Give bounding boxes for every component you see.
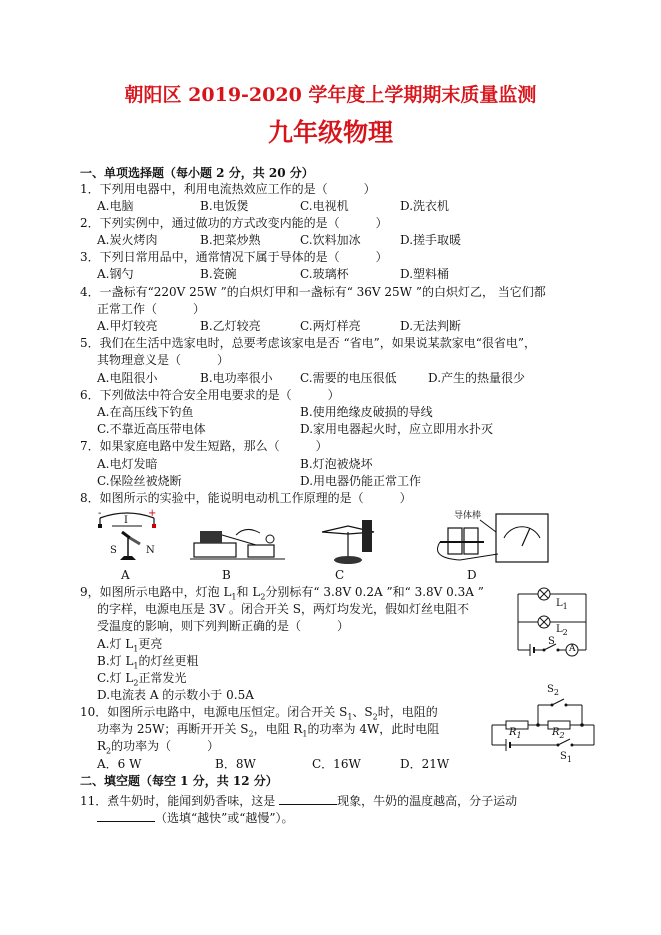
exam-title: 朝阳区 2019-2020 学年度上学期期末质量监测 bbox=[124, 84, 537, 106]
figure-9-circuit bbox=[512, 584, 592, 660]
q10-option-b: B．8W bbox=[215, 757, 256, 771]
q3-option-d: D.塑料桶 bbox=[400, 267, 450, 281]
q5-option-d: D.产生的热量很少 bbox=[428, 371, 526, 385]
fig8-s-label: S bbox=[110, 545, 117, 556]
fig8-current-label: I bbox=[124, 515, 128, 526]
q9-option-c: C.灯 $L_2$正常发光 bbox=[97, 671, 187, 688]
q4-stem-cont: 正常工作（ ） bbox=[97, 302, 206, 316]
fig9-a-label: A bbox=[569, 644, 576, 654]
q9-option-a: A.灯 $L_1$更亮 bbox=[97, 637, 163, 654]
q3-option-b: B.瓷碗 bbox=[200, 267, 237, 281]
q9-stem-line3: 受温度的影响，则下列判断正确的是（ ） bbox=[97, 619, 350, 633]
q7-option-b: B.灯泡被烧坏 bbox=[300, 457, 373, 471]
q11-blank-2[interactable] bbox=[97, 809, 155, 822]
fig8-label-c: C bbox=[335, 568, 345, 582]
q4-option-b: B.乙灯较亮 bbox=[200, 319, 261, 333]
q6-option-c: C.不靠近高压带电体 bbox=[97, 422, 206, 436]
q10-line2: 功率为 25W；再断开开关 $S_2$，电阻 $R_1$的功率为 4W，此时电阻 bbox=[97, 722, 440, 739]
q10-option-a: A．6 W bbox=[97, 757, 142, 771]
q1-stem: 1．下列用电器中，利用电流热效应工作的是（ ） bbox=[80, 182, 376, 196]
figure-8c bbox=[318, 518, 378, 566]
q10-line1: 10．如图所示电路中，电源电压恒定。闭合开关 $S_1$、$S_2$时，电阻的 bbox=[80, 705, 438, 722]
q1-option-a: A.电脑 bbox=[97, 199, 134, 213]
q8-stem: 8．如图所示的实验中，能说明电动机工作原理的是（ ） bbox=[80, 491, 412, 505]
fig8-plus-label: + bbox=[148, 508, 157, 519]
fig9-l2-label: $L_2$ bbox=[556, 624, 568, 637]
fig8-label-a: A bbox=[121, 568, 130, 582]
q4-option-c: C.两灯样亮 bbox=[300, 319, 361, 333]
fig8-label-d: D bbox=[467, 568, 477, 582]
q5-option-b: B.电功率很小 bbox=[200, 371, 273, 385]
fig10-s1-label: $S_1$ bbox=[560, 751, 572, 764]
q5-stem-cont: 其物理意义是（ ） bbox=[97, 353, 230, 367]
q11-line1: 11．煮牛奶时，能闻到奶香味，这是 现象，牛奶的温度越高，分子运动 bbox=[80, 794, 518, 808]
q5-option-c: C.需要的电压很低 bbox=[300, 371, 397, 385]
q7-option-c: C.保险丝被烧断 bbox=[97, 474, 182, 488]
figure-10-circuit bbox=[488, 697, 598, 757]
fig8-minus-label: - bbox=[98, 508, 102, 519]
q9-option-d: D.电流表 A 的示数小于 0.5A bbox=[97, 688, 254, 702]
q3-option-a: A.钢勺 bbox=[97, 267, 134, 281]
q1-option-c: C.电视机 bbox=[300, 199, 349, 213]
q4-option-d: D.无法判断 bbox=[400, 319, 462, 333]
q1-option-b: B.电饭煲 bbox=[200, 199, 249, 213]
q5-stem: 5．我们在生活中选家电时，总要考虑该家电是否 “省电”，如果说某款家电“很省电”， bbox=[80, 336, 536, 350]
q9-stem-line2: 的字样，电源电压是 3V 。闭合开关 S，两灯均发光，假如灯丝电阻不 bbox=[97, 602, 469, 616]
q9-option-b: B.灯 $L_1$的灯丝更粗 bbox=[97, 654, 199, 671]
q9-stem: 9，如图所示电路中，灯泡 $L_1$和 $L_2$分别标有“ 3.8V 0.2A ”和“ 3.8V 0.3A ” bbox=[80, 585, 484, 602]
q7-option-d: D.用电器仍能正常工作 bbox=[300, 474, 422, 488]
q6-option-b: B.使用绝缘皮破损的导线 bbox=[300, 405, 433, 419]
q11-blank-1[interactable] bbox=[279, 792, 337, 805]
q6-option-d: D.家用电器起火时，应立即用水扑灭 bbox=[300, 422, 494, 436]
q7-option-a: A.电灯发暗 bbox=[97, 457, 158, 471]
q7-stem: 7．如果家庭电路中发生短路，那么（ ） bbox=[80, 439, 328, 453]
q3-stem: 3．下列日常用品中，通常情况下属于导体的是（ ） bbox=[80, 250, 388, 264]
q10-option-c: C．16W bbox=[312, 757, 361, 771]
q11-line2: （选填“越快”或“越慢”）。 bbox=[97, 809, 294, 825]
q2-option-c: C.饮料加冰 bbox=[300, 233, 361, 247]
q3-option-c: C.玻璃杯 bbox=[300, 267, 349, 281]
fig10-r2-label: $R_2$ bbox=[552, 727, 565, 740]
q6-stem: 6．下列做法中符合安全用电要求的是（ ） bbox=[80, 388, 340, 402]
fig8-label-b: B bbox=[222, 568, 231, 582]
fig9-s-label: S bbox=[548, 636, 555, 647]
fig10-s2-label: $S_2$ bbox=[547, 684, 559, 697]
q2-option-d: D.搓手取暖 bbox=[400, 233, 462, 247]
q2-stem: 2．下列实例中，通过做功的方式改变内能的是（ ） bbox=[80, 216, 388, 230]
fig8-n-label: N bbox=[146, 545, 155, 556]
subject-title: 九年级物理 bbox=[267, 118, 393, 147]
q2-option-b: B.把菜炒熟 bbox=[200, 233, 261, 247]
q4-stem: 4．一盏标有“220V 25W ”的白炽灯甲和一盏标有“ 36V 25W ”的白炽灯乙， 当它们都 bbox=[80, 285, 546, 299]
q6-option-a: A.在高压线下钓鱼 bbox=[97, 405, 194, 419]
q10-option-d: D．21W bbox=[400, 757, 450, 771]
q2-option-a: A.炭火烤肉 bbox=[97, 233, 158, 247]
section1-heading: 一、单项选择题（每小题 2 分，共 20 分） bbox=[80, 166, 314, 180]
q1-option-d: D.洗衣机 bbox=[400, 199, 450, 213]
fig8-bar-label: 导体棒 bbox=[454, 511, 482, 521]
q5-option-a: A.电阻很小 bbox=[97, 371, 158, 385]
figure-8b bbox=[190, 515, 285, 565]
section2-heading: 二、填空题（每空 1 分，共 12 分） bbox=[80, 774, 278, 788]
q4-option-a: A.甲灯较亮 bbox=[97, 319, 158, 333]
fig9-l1-label: $L_1$ bbox=[556, 598, 568, 611]
figure-8d bbox=[420, 508, 550, 566]
fig10-r1-label: $R_1$ bbox=[509, 727, 522, 740]
q10-line3: $R_2$的功率为（ ） bbox=[97, 739, 220, 756]
